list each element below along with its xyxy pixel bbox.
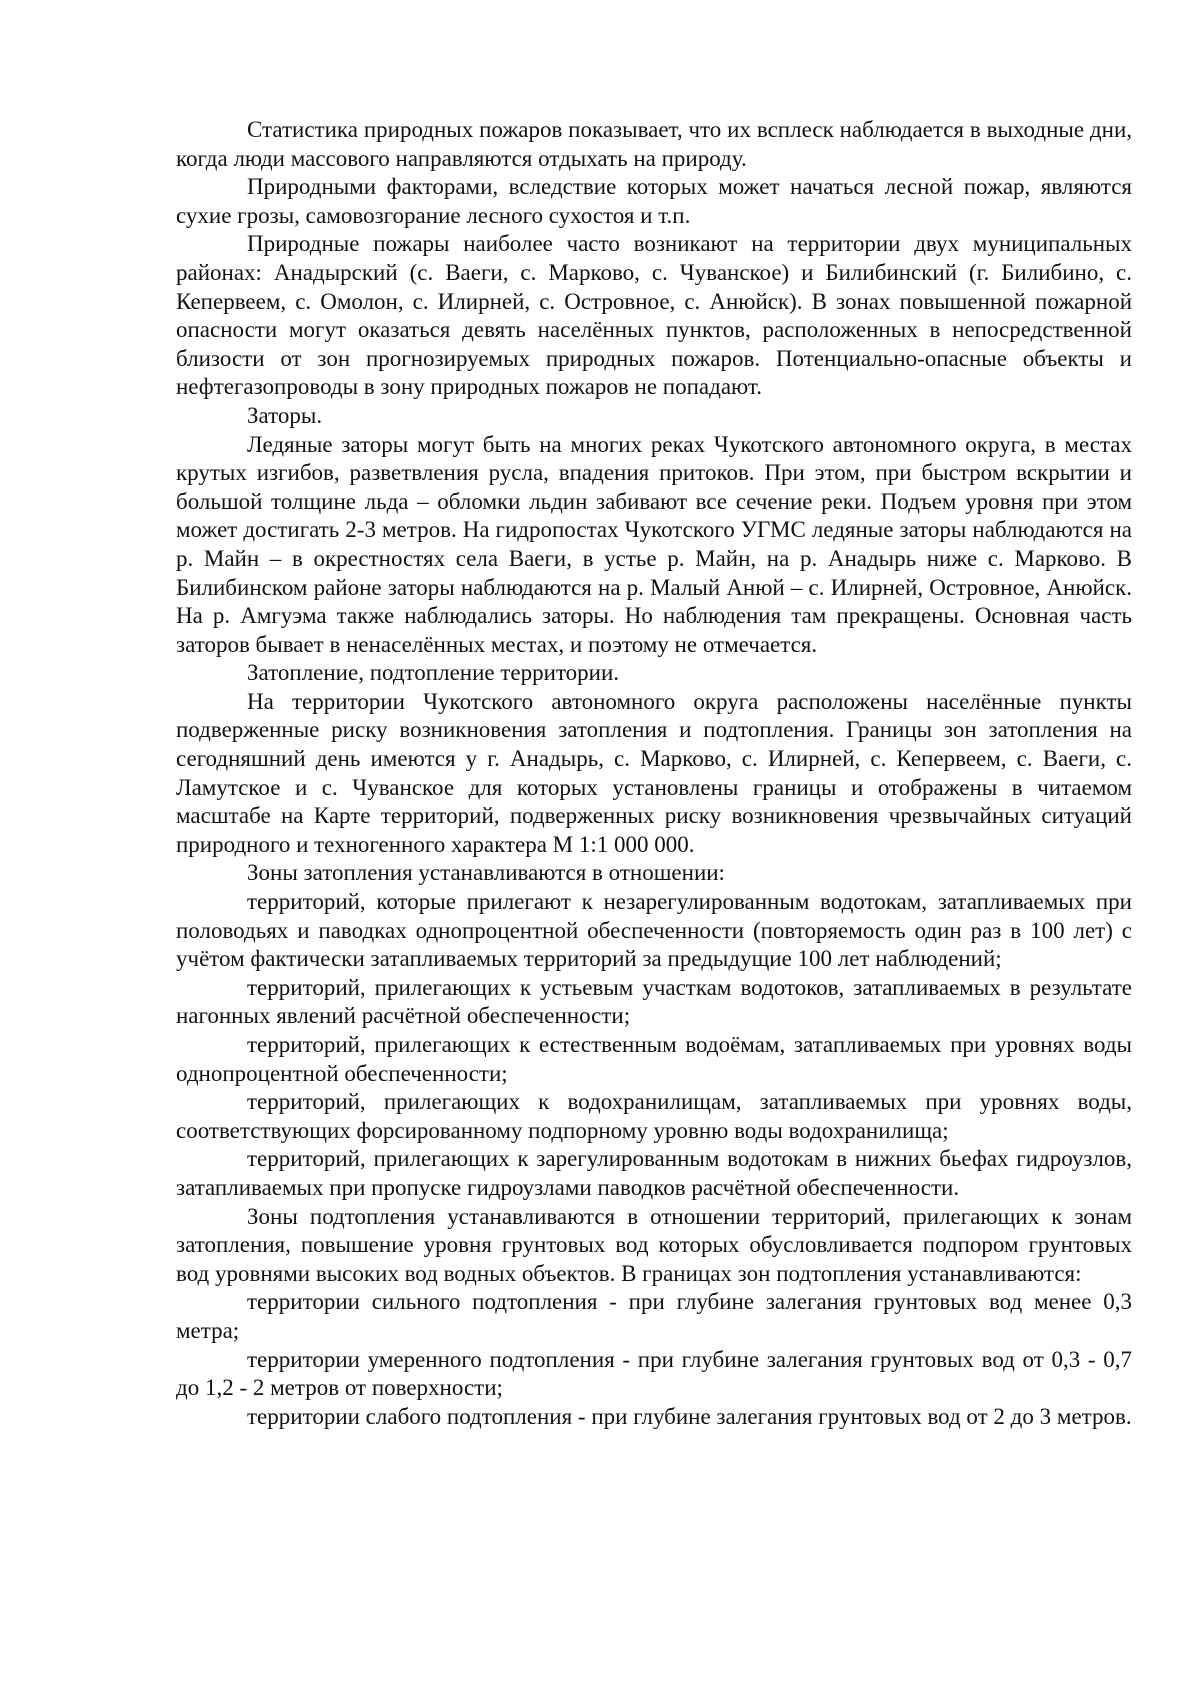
list-item-moderate-underflooding: территории умеренного подтопления - при глубине залегания грунтовых вод от 0,3 - 0,7 до 1,2 - 2 метров от поверхности;: [176, 1346, 1132, 1401]
list-item-weak-underflooding: территории слабого подтопления - при глубине залегания грунтовых вод от 2 до 3 метров.: [247, 1403, 1132, 1429]
heading-ice-jams: Заторы.: [247, 402, 323, 428]
list-item-unregulated-watercourses: территорий, которые прилегают к незарегулированным водотокам, затапливаемых при половодьях и паводках однопроцентной обеспеченности (повторяемость один раз в 100 лет) с учётом фактически затапливаемых территорий за предыдущие 100 лет наблюдений;: [176, 889, 1132, 972]
paragraph-ice-jams: Ледяные заторы могут быть на многих реках Чукотского автономного округа, в местах крутых изгибов, разветвления русла, впадения притоков. При этом, при быстром вскрытии и большой толщине льда – обломки льдин забивают все сечение реки. Подъем уровня при этом может достигать 2-3 метров. На гидропостах Чукотского УГМС ледяные заторы наблюдаются на р. Майн – в окрестностях села Ваеги, в устье р. Майн, на р. Анадырь ниже с. Марково. В Билибинском районе заторы наблюдаются на р. Малый Анюй – с. Илирней, Островное, Анюйск. На р. Амгуэма также наблюдались заторы. Но наблюдения там прекращены. Основная часть заторов бывает в ненаселённых местах, и поэтому не отмечается.: [176, 431, 1132, 657]
paragraph-fire-statistics: Статистика природных пожаров показывает, что их всплеск наблюдается в выходные дни, когда люди массового направляются отдыхать на природу.: [176, 117, 1132, 171]
list-item-artificial-reservoirs: территорий, прилегающих к водохранилищам, затапливаемых при уровнях воды, соответствующих форсированному подпорному уровню воды водохранилища;: [176, 1089, 1132, 1143]
heading-flooding: Затопление, подтопление территории.: [247, 660, 620, 686]
paragraph-underflooding-zones: Зоны подтопления устанавливаются в отношении территорий, прилегающих к зонам затопления, повышение уровня грунтовых вод которых обусловливается подпором грунтовых вод уровнями высоких вод водных объектов. В границах зон подтопления устанавливаются:: [176, 1203, 1132, 1286]
list-item-regulated-watercourses: территорий, прилегающих к зарегулированным водотокам в нижних бьефах гидроузлов, затапливаемых при пропуске гидроузлами паводков расчётной обеспеченности.: [176, 1146, 1132, 1200]
paragraph-natural-factors: Природными факторами, вследствие которых может начаться лесной пожар, являются сухие грозы, самовозгорание лесного сухостоя и т.п.: [176, 174, 1132, 228]
list-item-estuary-areas: территорий, прилегающих к устьевым участкам водотоков, затапливаемых в результате нагонных явлений расчётной обеспеченности;: [176, 974, 1132, 1029]
paragraph-flood-zones-intro: Зоны затопления устанавливаются в отношении:: [247, 860, 725, 886]
list-item-natural-reservoirs: территорий, прилегающих к естественным водоёмам, затапливаемых при уровнях воды однопроцентной обеспеченности;: [176, 1032, 1132, 1086]
paragraph-flooding-settlements: На территории Чукотского автономного округа расположены населённые пункты подверженные риску возникновения затопления и подтопления. Границы зон затопления на сегодняшний день имеются у г. Анадырь, с. Марково, с. Илирней, с. Кепервеем, с. Ваеги, с. Ламутское и с. Чуванское для которых установлены границы и отображены в читаемом масштабе на Карте территорий, подверженных риску возникновения чрезвычайных ситуаций природного и техногенного характера М 1:1 000 000.: [176, 688, 1132, 857]
list-item-strong-underflooding: территории сильного подтопления - при глубине залегания грунтовых вод менее 0,3 метра;: [176, 1289, 1132, 1343]
document-body: [176, 116, 1132, 1431]
paragraph-fire-districts: Природные пожары наиболее часто возникают на территории двух муниципальных районах: Анадырский (с. Ваеги, с. Марково, с. Чуванское) и Билибинский (г. Билибино, с. Кепервеем, с. Омолон, с. Илирней, с. Островное, с. Анюйск). В зонах повышенной пожарной опасности могут оказаться девять населённых пунктов, расположенных в непосредственной близости от зон прогнозируемых природных пожаров. Потенциально-опасные объекты и нефтегазопроводы в зону природных пожаров не попадают.: [176, 231, 1132, 400]
